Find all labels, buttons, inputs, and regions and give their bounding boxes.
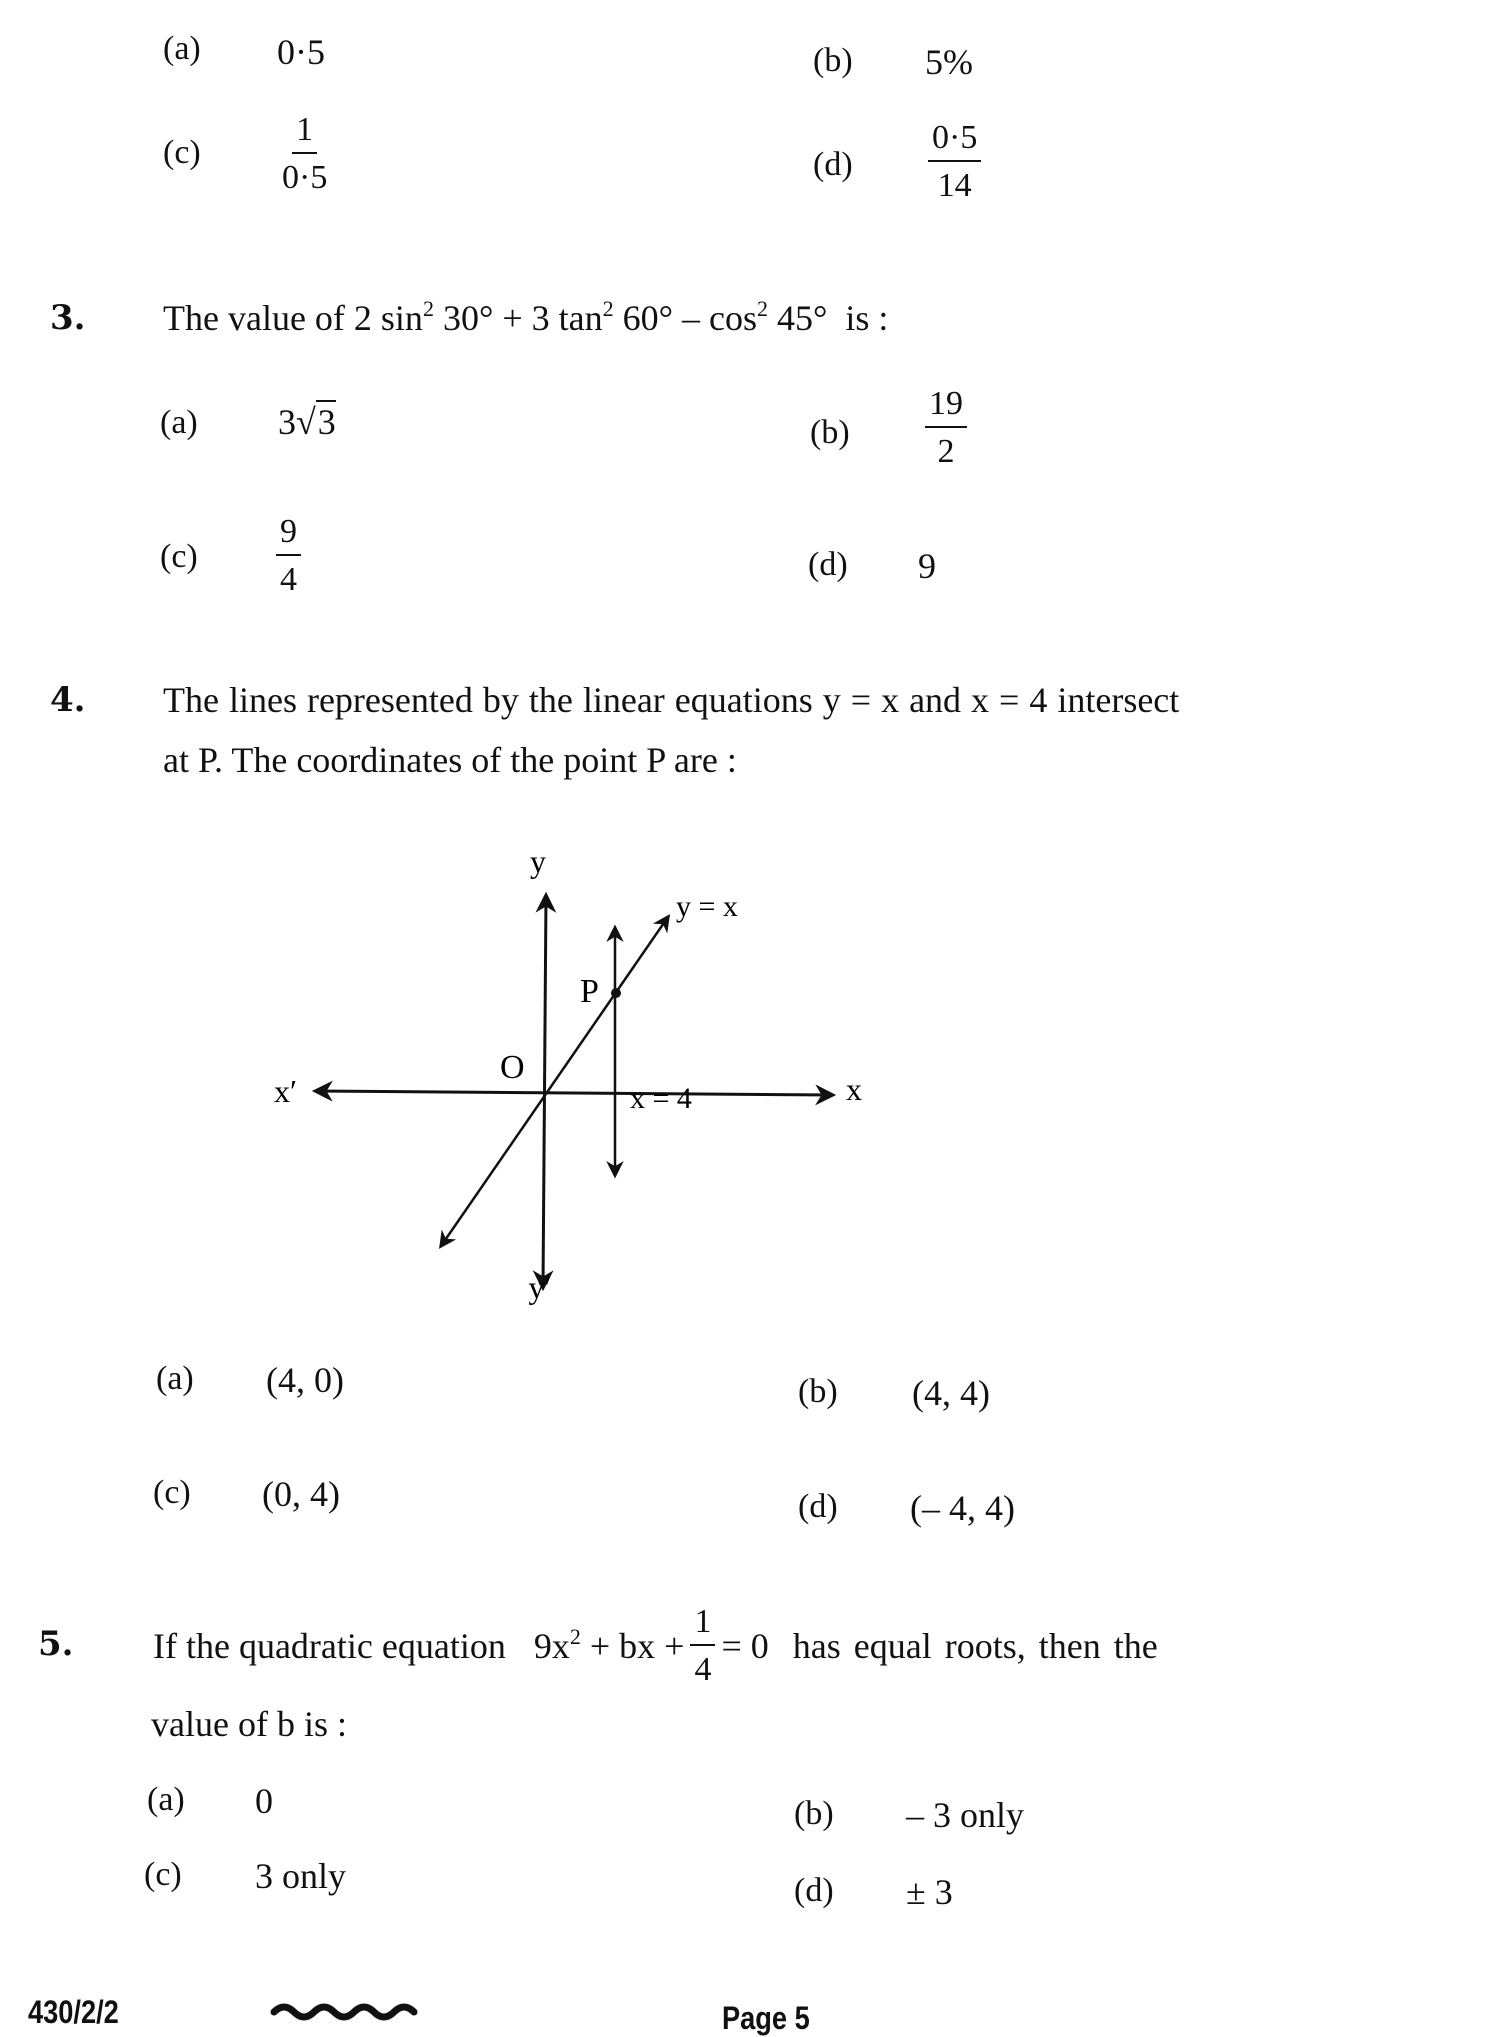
q4-option-d-label: (d) [798,1488,838,1525]
exponent: 2 [602,296,614,321]
numerator: 9 [276,514,301,556]
expr-part: 60° – cos [613,298,758,338]
q5-fraction [690,1604,715,1687]
q4-option-c-label: (c) [153,1474,191,1511]
q4-option-a-label: (a) [156,1360,194,1397]
q3-prefix: The value of [163,298,345,338]
paper-code: 430/2/2 [28,1994,119,2030]
exponent: 2 [422,296,434,321]
origin-label: O [500,1049,525,1086]
q5-option-b-label: (b) [794,1795,834,1832]
point-p-label: P [580,973,599,1010]
q5-equation [533,1624,685,1666]
denominator: 4 [694,1651,712,1688]
q3-option-d-label: (d) [808,546,848,583]
q5-option-a-value: 0 [255,1781,273,1821]
denominator: 14 [937,166,972,204]
q5-prefix: If the quadratic equation [153,1626,506,1666]
point-p-marker [611,988,621,998]
exponent: 2 [569,1624,581,1649]
q4-option-b-value: (4, 4) [912,1373,990,1413]
x-prime-label: x′ [274,1073,297,1109]
line-x-equals-4-label: x = 4 [630,1082,692,1115]
q5-option-c-label: (c) [144,1856,182,1893]
wavy-ornament-icon [270,2000,422,2024]
exponent: 2 [757,296,769,321]
expr-part: 2 sin [353,298,423,338]
question-3-text [163,296,889,338]
denominator: 2 [937,432,955,470]
denominator: 4 [280,560,297,598]
q2-option-a-label: (a) [163,30,201,67]
q5-option-c-value: 3 only [255,1856,347,1896]
q2-option-a-value: 0·5 [277,32,325,72]
x-axis-label: x [846,1071,862,1107]
q4-option-a-value: (4, 0) [266,1360,344,1400]
question-5-line-1 [153,1603,1158,1688]
coordinate-diagram [250,820,900,1305]
y-prime-label: y′ [528,1269,552,1305]
q5-option-d-value: ± 3 [906,1872,953,1912]
eq-part: = 0 [721,1626,769,1666]
numerator: 19 [925,386,967,428]
q3-suffix: is : [845,298,889,338]
page-number: Page 5 [722,2000,810,2036]
q3-expression [354,298,828,338]
numerator: 1 [292,112,317,154]
q2-option-d-label: (d) [813,146,853,183]
q3-option-b-label: (b) [810,414,850,451]
line-y-equals-x-label: y = x [676,890,738,923]
q5-option-d-label: (d) [794,1872,834,1909]
q3-option-a-value [278,404,336,440]
q4-option-b-label: (b) [798,1373,838,1410]
q3-option-a-label: (a) [160,404,198,441]
q3-option-c-label: (c) [160,538,198,575]
q3-option-c-fraction [276,514,301,597]
q4-option-c-value: (0, 4) [262,1474,340,1514]
question-4-number: 4. [50,680,86,720]
eq-part: 9x [533,1626,570,1666]
y-axis-label: y [530,843,546,879]
q5-option-b-value: – 3 only [906,1795,1025,1835]
sqrt-icon: √ [296,402,316,442]
coefficient: 3 [278,402,296,442]
numerator: 0·5 [928,120,981,162]
q3-option-d-value: 9 [918,546,936,586]
q5-suffix: has equal roots, then the [792,1626,1158,1666]
q4-option-d-value: (– 4, 4) [910,1488,1015,1528]
q2-option-b-value: 5% [925,42,973,82]
expr-part: 30° + 3 tan [433,298,603,338]
q2-option-c-label: (c) [163,134,201,171]
x-axis [316,1091,832,1095]
y-axis [543,896,546,1287]
question-5-line-2: value of b is : [151,1704,347,1744]
eq-part: + bx + [580,1626,685,1666]
question-4-line-1: The lines represented by the linear equations y = x and x = 4 intersect [163,680,1180,720]
denominator: 0·5 [282,158,328,196]
numerator: 1 [690,1604,715,1646]
q2-option-d-fraction [928,120,981,203]
q3-option-b-fraction [925,386,967,469]
expr-part: 45° [768,298,828,338]
q2-option-c-fraction [282,112,327,195]
question-4-line-2: at P. The coordinates of the point P are : [163,740,737,780]
radicand: 3 [317,402,336,442]
q2-option-b-label: (b) [813,42,853,79]
question-5-number: 5. [38,1624,74,1664]
q5-option-a-label: (a) [147,1781,185,1818]
question-3-number: 3. [50,298,86,338]
